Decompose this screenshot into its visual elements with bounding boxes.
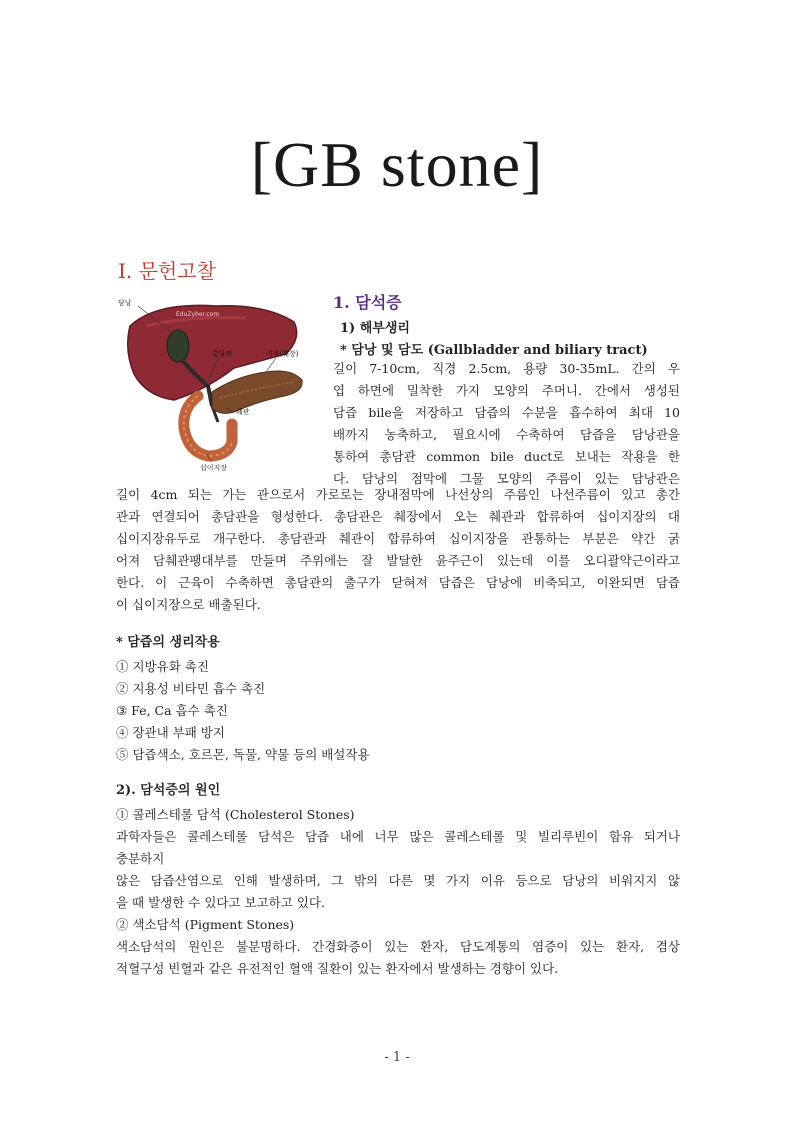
watermark-text: EduZyber.com	[176, 311, 220, 318]
list-item: ④ 장관내 부패 방지	[116, 725, 225, 740]
list-item: ⑤ 담즙색소, 호르몬, 독물, 약물 등의 배설작용	[116, 747, 370, 762]
label-pancreas: 이자(췌장)	[266, 350, 299, 358]
label-pancreatic-duct: 췌관	[236, 408, 250, 416]
text-line: 과학자들은 콜레스테롤 담석은 담즙 내에 너무 많은 콜레스테롤 및 빌리루빈이 함유 되거나	[116, 829, 680, 844]
text-line: 한다. 이 근육이 수축하면 총담관의 출구가 닫혀져 담즙은 담낭에 비축되고, 이완되면 담즙	[116, 575, 680, 590]
page-number: - 1 -	[384, 1050, 410, 1065]
text-line: 이 십이지장으로 배출된다.	[116, 597, 261, 612]
text-line: 않은 담즙산염으로 인해 발생하며, 그 밖의 다른 몇 가지 이유 등으로 담낭의 비워지지 않	[116, 873, 680, 888]
list-item: ① 지방유화 촉진	[116, 659, 209, 674]
anatomy-illustration	[116, 296, 316, 474]
list-item: ③ Fe, Ca 흡수 촉진	[116, 703, 228, 718]
text-line: 십이지장유두로 개구한다. 총담관과 췌관이 합류하여 십이지장을 관통하는 부분은 약간 굵	[116, 531, 680, 546]
section-heading: Ⅰ. 문헌고찰	[118, 259, 216, 283]
text-line: 통하여 총담관 common bile duct로 보내는 작용을 한	[333, 449, 680, 464]
text-line: 길이 7-10cm, 직경 2.5cm, 용량 30-35mL. 간의 우	[333, 361, 680, 376]
label-gallbladder: 담낭	[118, 299, 132, 307]
label-duodenum: 십이지장	[200, 464, 228, 472]
label-common-bile-duct: 총담관	[212, 350, 233, 358]
text-line: 색소담석의 원인은 불분명하다. 간경화증이 있는 환자, 담도계통의 염증이 있는 환자, 겸상	[116, 939, 680, 954]
bile-functions-section	[116, 632, 680, 766]
text-line: 담즙 bile을 저장하고 담즙의 수분을 흡수하여 최대 10	[333, 405, 680, 420]
text-line: 적혈구성 빈혈과 같은 유전적인 혈액 질환이 있는 환자에서 발생하는 경향이 있다.	[116, 961, 559, 976]
document-title: [GB stone]	[250, 129, 544, 200]
text-line: 관과 연결되어 총담관을 형성한다. 총담관은 췌장에서 오는 췌관과 합류하여 십이지장의 대	[116, 509, 680, 524]
causes-section	[116, 780, 680, 980]
cholesterol-stones-text	[116, 826, 680, 914]
topic-heading: * 담낭 및 담도 (Gallbladder and biliary tract)	[340, 343, 648, 358]
causes-heading: 2). 담석증의 원인	[116, 783, 221, 798]
gallbladder-shape	[167, 330, 189, 362]
pigment-stones-text	[116, 936, 680, 980]
text-line: 어져 담췌관팽대부를 만들며 주위에는 잘 발달한 윤주근이 있는데 이를 오디괄약근이라고	[116, 553, 680, 568]
intro-wrapped-text	[333, 358, 680, 490]
text-line: 을 때 발생한 수 있다고 보고하고 있다.	[116, 895, 325, 910]
pigment-stones-label: ② 색소담석 (Pigment Stones)	[116, 917, 295, 932]
pancreas-shape	[212, 371, 302, 413]
subsubsection-heading: 1) 해부생리	[340, 321, 410, 336]
gallbladder-anatomy-figure	[116, 296, 316, 474]
text-line: 길이 4cm 되는 가는 관으로서 가로로는 장내점막에 나선상의 주름인 나선주름이 있고 총간	[116, 487, 680, 502]
intro-full-text	[116, 484, 680, 616]
text-line: 충분하지	[116, 851, 165, 866]
list-item: ② 지용성 비타민 흡수 촉진	[116, 681, 266, 696]
subsection-heading: 1. 담석증	[333, 293, 402, 312]
text-line: 다. 담낭의 점막에 그물 모양의 주름이 있는 담낭관은	[333, 471, 680, 486]
text-line: 엽 하면에 밀착한 가지 모양의 주머니. 간에서 생성된	[333, 383, 680, 398]
bile-functions-heading: * 담즙의 생리작용	[116, 635, 220, 650]
cholesterol-stones-label: ① 콜레스테롤 담석 (Cholesterol Stones)	[116, 807, 355, 822]
text-line: 배까지 농축하고, 필요시에 수축하여 담즙을 담낭관을	[333, 427, 680, 442]
